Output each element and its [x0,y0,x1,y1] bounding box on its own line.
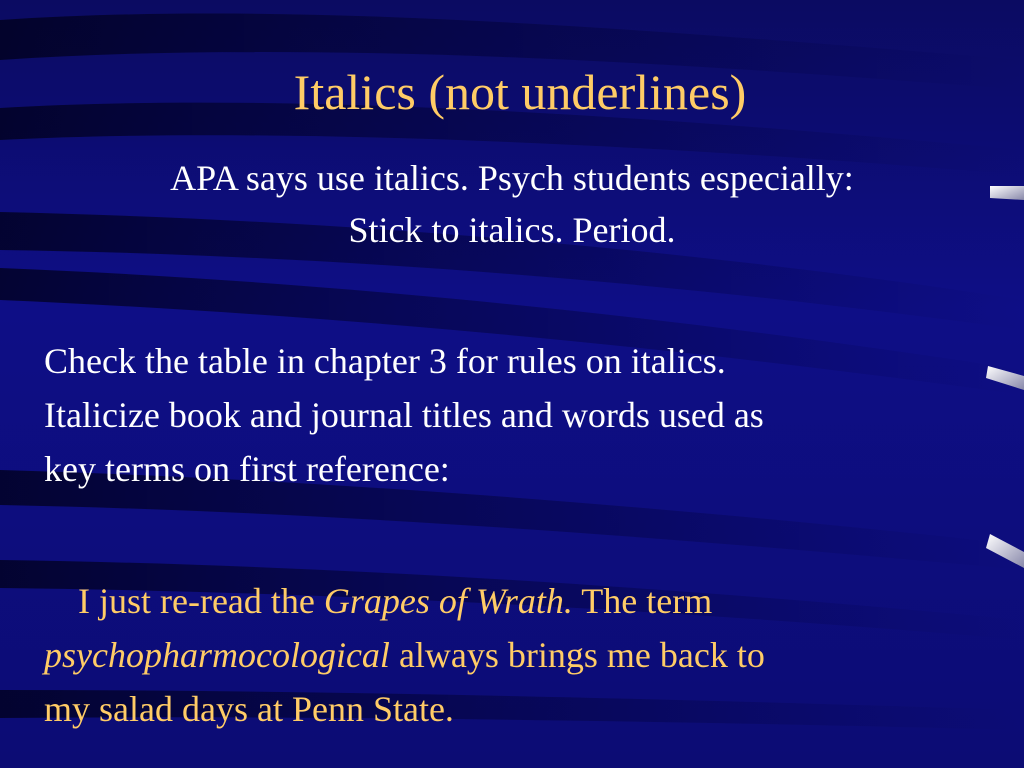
example-text-2: The term [572,581,713,621]
body-line-3: key terms on first reference: [44,449,450,489]
example-paragraph [44,574,1004,736]
body-line-2: Italicize book and journal titles and words used as [44,395,764,435]
example-text-3: always brings me back to [389,635,765,675]
example-text-1: I just re-read the [78,581,324,621]
example-italic-term: psychopharmocological [44,635,390,675]
subtitle-line-1: APA says use italics. Psych students especially: [170,158,854,198]
slide-title: Italics (not underlines) [293,64,747,120]
body-line-1: Check the table in chapter 3 for rules on italics. [44,341,726,381]
slide-body-paragraph [44,334,1004,496]
example-italic-title: Grapes of Wrath. [323,581,573,621]
slide-subtitle [0,152,1024,256]
example-text-4: my salad days at Penn State. [44,689,454,729]
subtitle-line-2: Stick to italics. Period. [348,210,676,250]
